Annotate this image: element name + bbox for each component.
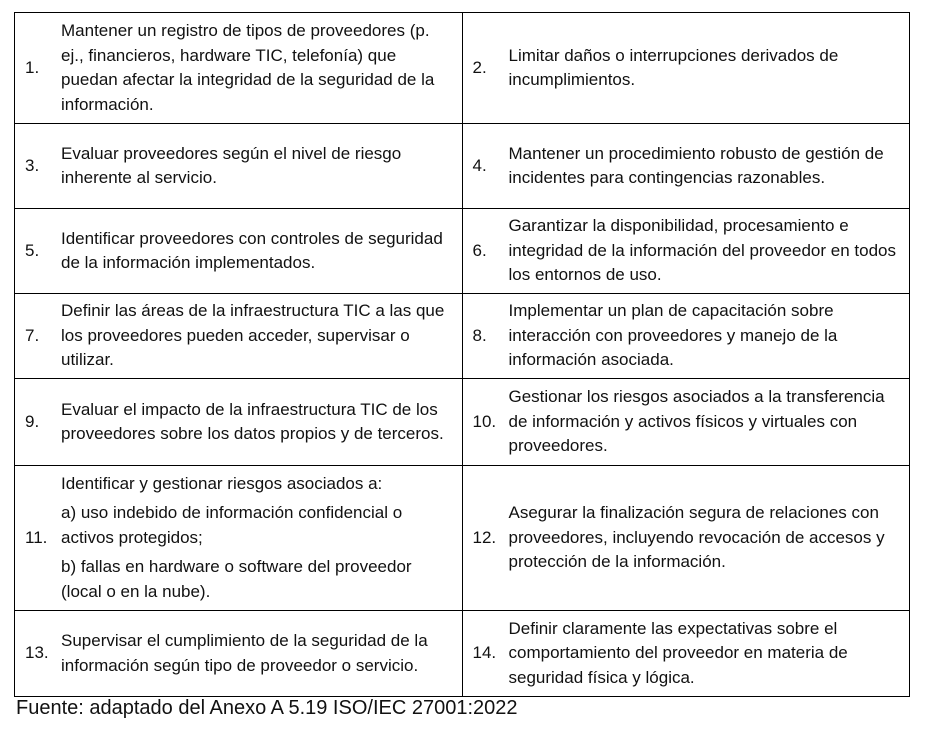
table-row xyxy=(15,611,910,697)
item-text: Mantener un procedimiento robusto de gestión de incidentes para contingencias razonables. xyxy=(508,143,884,187)
controls-table xyxy=(14,12,910,697)
item-number: 8. xyxy=(472,325,487,345)
table-row xyxy=(15,13,910,124)
item-text: Implementar un plan de capacitación sobre interacción con proveedores y manejo de la información asociada. xyxy=(508,301,838,370)
table-cell xyxy=(15,124,463,209)
item-text: Definir las áreas de la infraestructura TIC a las que los proveedores pueden acceder, supervisar o utilizar. xyxy=(61,301,445,370)
item-number: 11. xyxy=(25,527,48,547)
item-number: 3. xyxy=(25,155,40,175)
source-caption: Fuente: adaptado del Anexo A 5.19 ISO/IEC 27001:2022 xyxy=(16,697,518,719)
item-number: 10. xyxy=(472,411,497,431)
item-text: Mantener un registro de tipos de proveedores (p. ej., financieros, hardware TIC, telefonía) que puedan afectar la integridad de la seguridad de la información. xyxy=(61,21,435,114)
item-text: Identificar y gestionar riesgos asociados a: xyxy=(61,473,383,493)
item-number: 6. xyxy=(472,240,487,260)
table-cell xyxy=(462,611,910,697)
table-cell xyxy=(15,209,463,294)
item-text: Asegurar la finalización segura de relaciones con proveedores, incluyendo revocación de accesos y protección de la información. xyxy=(508,503,885,572)
table-row xyxy=(15,466,910,611)
item-number: 4. xyxy=(472,155,487,175)
item-text: Limitar daños o interrupciones derivados de incumplimientos. xyxy=(508,45,839,89)
table-cell xyxy=(462,466,910,611)
table-cell xyxy=(462,379,910,466)
item-text: Identificar proveedores con controles de seguridad de la información implementados. xyxy=(61,228,443,272)
item-subpoint-b: b) fallas en hardware o software del proveedor (local o en la nube). xyxy=(61,557,412,601)
item-subpoint-a: a) uso indebido de información confidencial o activos protegidos; xyxy=(61,503,403,547)
table-row xyxy=(15,379,910,466)
table-cell xyxy=(15,294,463,379)
table-cell xyxy=(462,294,910,379)
item-number: 2. xyxy=(472,57,487,77)
table-cell xyxy=(15,13,463,124)
item-number: 5. xyxy=(25,240,40,260)
table-cell xyxy=(462,124,910,209)
item-text: Evaluar el impacto de la infraestructura TIC de los proveedores sobre los datos propios y de terceros. xyxy=(61,399,444,443)
item-number: 1. xyxy=(25,57,40,77)
item-number: 7. xyxy=(25,325,40,345)
item-text: Evaluar proveedores según el nivel de riesgo inherente al servicio. xyxy=(61,143,402,187)
table-row xyxy=(15,124,910,209)
item-text: Definir claramente las expectativas sobre el comportamiento del proveedor en materia de seguridad física y lógica. xyxy=(508,618,848,687)
table-cell xyxy=(15,611,463,697)
table-cell xyxy=(15,379,463,466)
item-number: 13. xyxy=(25,643,49,663)
item-text-block xyxy=(61,472,462,605)
item-number: 14. xyxy=(472,643,497,663)
item-text: Supervisar el cumplimiento de la seguridad de la información según tipo de proveedor o servicio. xyxy=(61,631,428,675)
table-cell xyxy=(462,209,910,294)
item-text: Gestionar los riesgos asociados a la transferencia de información y activos físicos y virtuales con proveedores. xyxy=(508,387,885,456)
table-cell xyxy=(15,466,463,611)
table-row xyxy=(15,209,910,294)
table-cell xyxy=(462,13,910,124)
item-number: 12. xyxy=(472,527,497,547)
item-text: Garantizar la disponibilidad, procesamiento e integridad de la información del proveedor en todos los entornos de uso. xyxy=(508,216,896,285)
item-number: 9. xyxy=(25,411,40,431)
table-row xyxy=(15,294,910,379)
